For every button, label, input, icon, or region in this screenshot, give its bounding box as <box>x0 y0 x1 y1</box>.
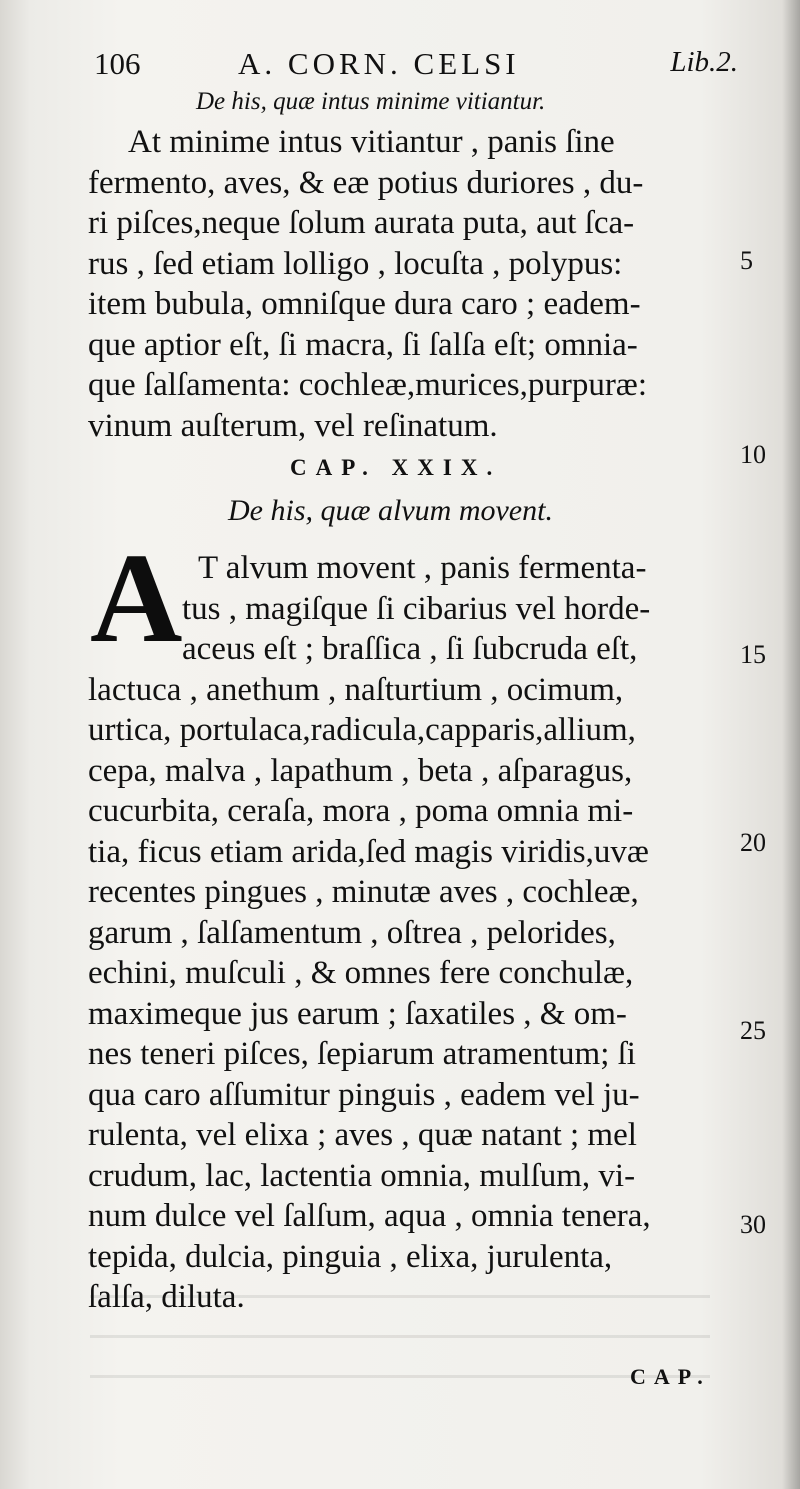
text-line: echini, muſculi , & omnes fere conchulæ, <box>88 955 634 991</box>
text-line: fermento, aves, & eæ potius duriores , du- <box>88 164 644 201</box>
text-line: tus , magiſque ſi cibarius vel horde- <box>182 590 651 627</box>
book-reference: Lib.2. <box>670 46 738 78</box>
text-line: T alvum movent , panis fermenta- <box>198 550 647 586</box>
text-line: tepida, dulcia, pinguia , elixa, jurulenta, <box>88 1238 613 1275</box>
catchword: CAP. <box>630 1364 711 1389</box>
text-line: num dulce vel ſalſum, aqua , omnia tenera, <box>88 1198 651 1234</box>
line-number: 20 <box>740 828 766 857</box>
text-line: At minime intus vitiantur , panis ſine <box>128 124 615 160</box>
line-number: 15 <box>740 640 766 669</box>
text-line: vinum auſterum, vel reſinatum. <box>88 407 498 444</box>
text-line: aceus eſt ; braſſica , ſi ſubcruda eſt, <box>182 631 638 667</box>
text-line: urtica, portulaca,radicula,capparis,allium, <box>88 712 636 748</box>
text-line: item bubula, omniſque dura caro ; eadem- <box>88 286 641 322</box>
text-line: que aptior eſt, ſi macra, ſi ſalſa eſt; omnia- <box>88 326 638 363</box>
text-line: recentes pingues , minutæ aves , cochleæ, <box>88 874 639 910</box>
line-number: 10 <box>740 440 766 469</box>
running-header <box>88 40 748 90</box>
text-line: ſalſa, diluta. <box>88 1279 245 1315</box>
text-line: maximeque jus earum ; ſaxatiles , & om- <box>88 995 627 1032</box>
page-number: 106 <box>94 46 141 81</box>
text-line: garum , ſalſamentum , oſtrea , pelorides, <box>88 914 616 951</box>
drop-cap: A <box>90 527 183 669</box>
text-line: qua caro aſſumitur pinguis , eadem vel ju- <box>88 1076 640 1113</box>
text-line: rus , ſed etiam lolligo , locuſta , polypus: <box>88 245 623 282</box>
page-gutter-shadow <box>782 0 800 1489</box>
text-line: ri piſces,neque ſolum aurata puta, aut ſca- <box>88 205 635 241</box>
line-number: 5 <box>740 246 753 275</box>
chapter-heading: CAP. XXIX. <box>290 455 502 480</box>
text-line: crudum, lac, lactentia omnia, mulſum, vi- <box>88 1157 636 1194</box>
text-line: cepa, malva , lapathum , beta , aſparagus, <box>88 752 633 789</box>
text-line: lactuca , anethum , naſturtium , ocimum, <box>88 671 624 708</box>
text-line: nes teneri piſces, ſepiarum atramentum; ſi <box>88 1036 636 1072</box>
chapter-text <box>88 527 736 1318</box>
text-line: tia, ficus etiam arida,ſed magis viridis,uvæ <box>88 833 649 870</box>
text-line: cucurbita, ceraſa, mora , poma omnia mi- <box>88 793 634 829</box>
section-subtitle: De his, quæ intus minime vitiantur. <box>196 88 546 115</box>
line-number: 25 <box>740 1016 766 1045</box>
chapter-title: De his, quæ alvum movent. <box>228 494 553 527</box>
text-line: que ſalſamenta: cochleæ,murices,purpuræ: <box>88 367 647 403</box>
text-line: rulenta, vel elixa ; aves , quæ natant ; mel <box>88 1117 637 1153</box>
section-1-text <box>88 122 736 446</box>
line-number: 30 <box>740 1210 766 1239</box>
running-title: A. CORN. CELSI <box>238 46 520 81</box>
